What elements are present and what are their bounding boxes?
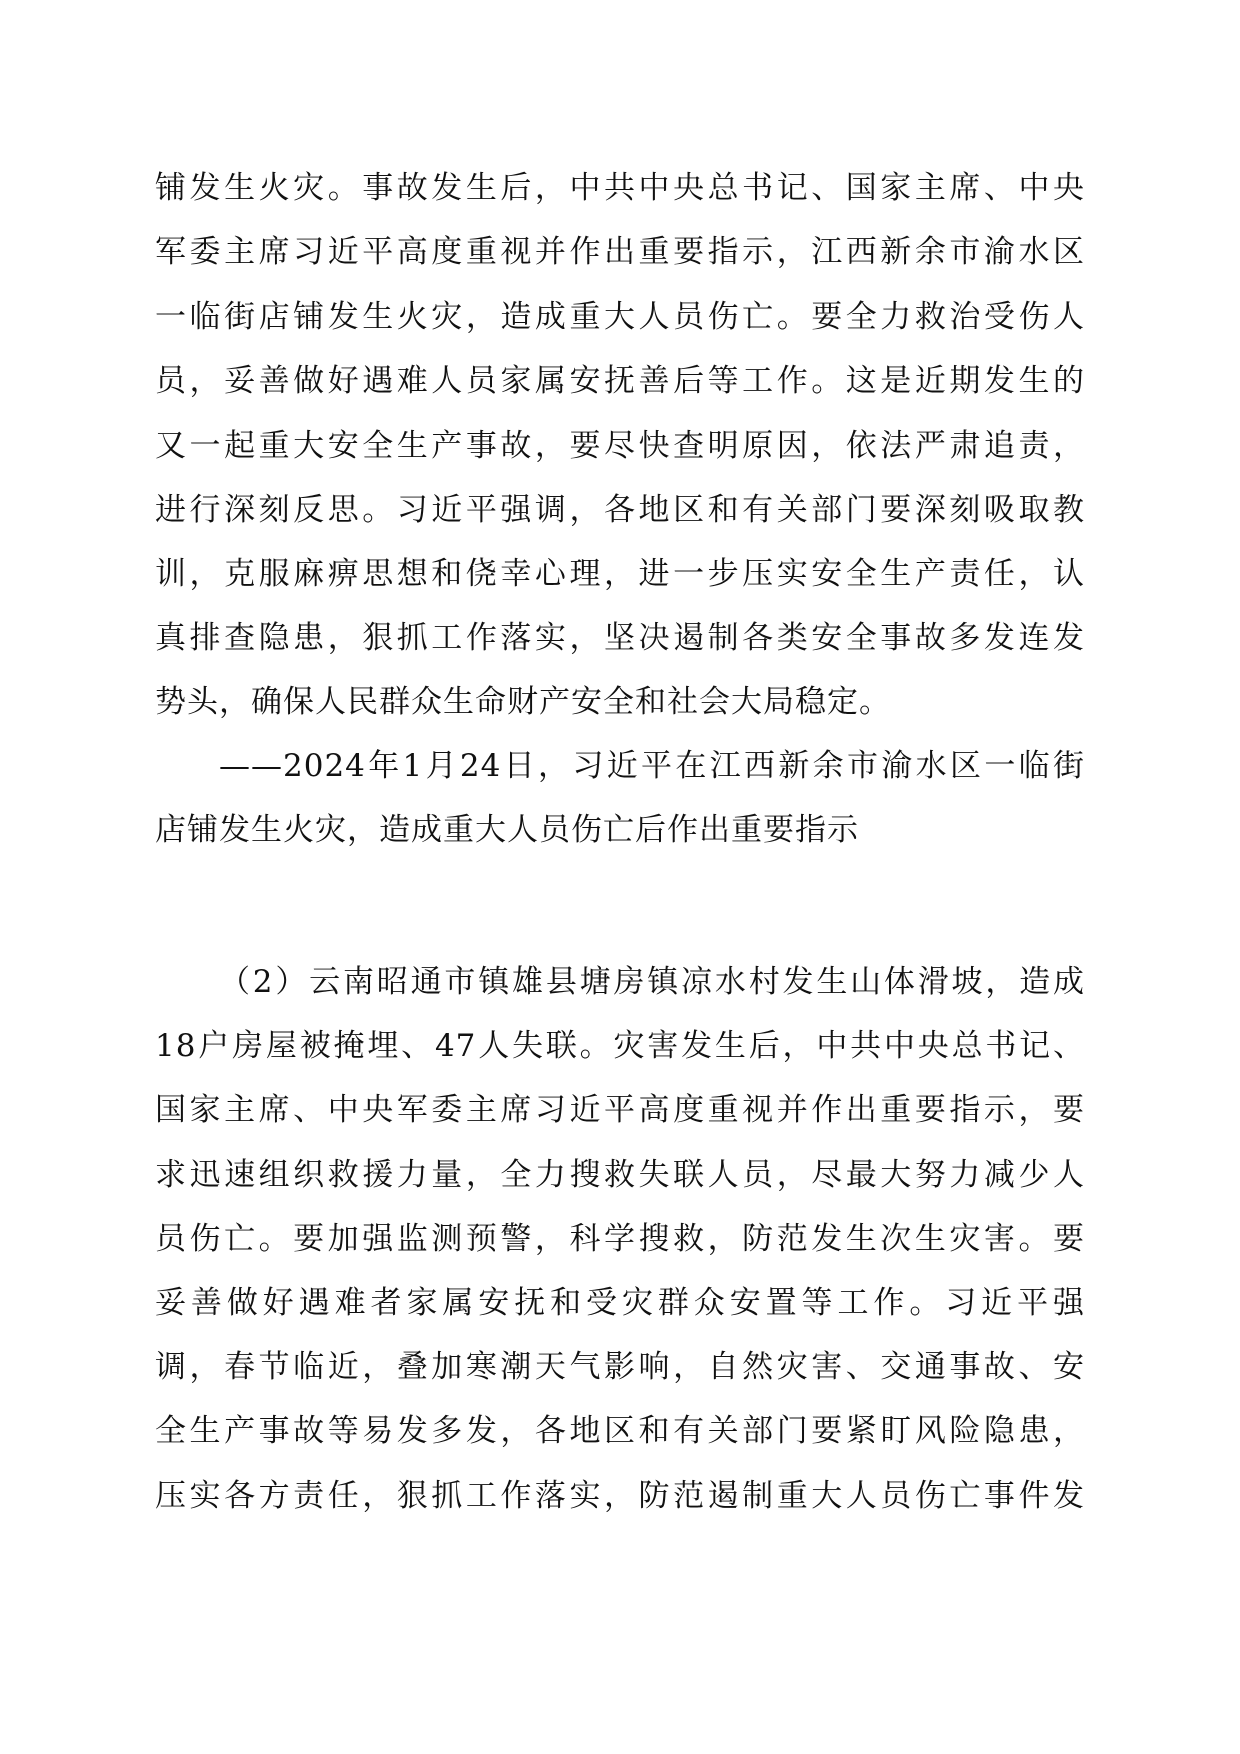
paragraph-2-line-8: 全生产事故等易发多发，各地区和有关部门要紧盯风险隐患，	[155, 1413, 1085, 1449]
paragraph-1-line-1: 铺发生火灾。事故发生后，中共中央总书记、国家主席、中央	[155, 170, 1085, 206]
paragraph-2-line-7: 调，春节临近，叠加寒潮天气影响，自然灾害、交通事故、安	[155, 1349, 1085, 1385]
paragraph-1-line-2: 军委主席习近平高度重视并作出重要指示，江西新余市渝水区	[155, 234, 1085, 270]
paragraph-1-line-4: 员，妥善做好遇难人员家属安抚善后等工作。这是近期发生的	[155, 363, 1085, 399]
paragraph-2-line-4: 求迅速组织救援力量，全力搜救失联人员，尽最大努力减少人	[155, 1157, 1085, 1193]
attribution-line-1: ——2024年1月24日，习近平在江西新余市渝水区一临街	[219, 748, 1085, 784]
paragraph-2-line-5: 员伤亡。要加强监测预警，科学搜救，防范发生次生灾害。要	[155, 1221, 1085, 1257]
paragraph-2-line-3: 国家主席、中央军委主席习近平高度重视并作出重要指示，要	[155, 1092, 1085, 1128]
attribution-line-2: 店铺发生火灾，造成重大人员伤亡后作出重要指示	[155, 812, 859, 848]
paragraph-1-line-3: 一临街店铺发生火灾，造成重大人员伤亡。要全力救治受伤人	[155, 299, 1085, 335]
paragraph-2-line-2: 18户房屋被掩埋、47人失联。灾害发生后，中共中央总书记、	[155, 1028, 1085, 1064]
paragraph-1-line-9: 势头，确保人民群众生命财产安全和社会大局稳定。	[155, 684, 891, 720]
paragraph-1-line-5: 又一起重大安全生产事故，要尽快查明原因，依法严肃追责，	[155, 428, 1085, 464]
paragraph-2-line-9: 压实各方责任，狠抓工作落实，防范遏制重大人员伤亡事件发	[155, 1478, 1085, 1514]
paragraph-1-line-7: 训，克服麻痹思想和侥幸心理，进一步压实安全生产责任，认	[155, 556, 1085, 592]
paragraph-1-line-6: 进行深刻反思。习近平强调，各地区和有关部门要深刻吸取教	[155, 492, 1085, 528]
paragraph-2-line-1: （2）云南昭通市镇雄县塘房镇凉水村发生山体滑坡，造成	[219, 964, 1085, 1000]
paragraph-1-line-8: 真排查隐患，狠抓工作落实，坚决遏制各类安全事故多发连发	[155, 620, 1085, 656]
paragraph-2-line-6: 妥善做好遇难者家属安抚和受灾群众安置等工作。习近平强	[155, 1285, 1085, 1321]
